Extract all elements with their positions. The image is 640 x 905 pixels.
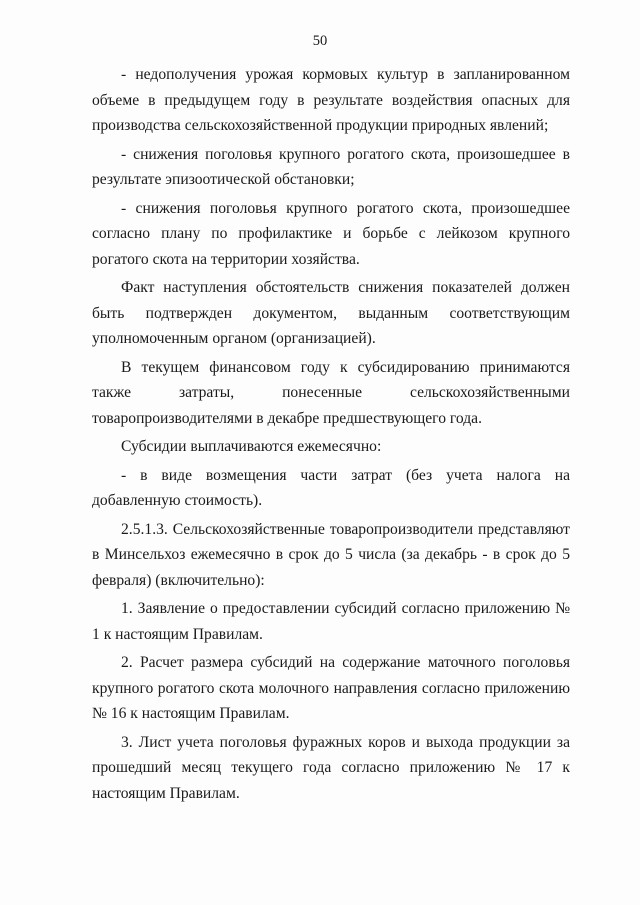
list-item-2-calculation: 2. Расчет размера субсидий на содержание маточного поголовья крупного рогатого скота молочного направления согласно приложению № 16 к настоящим Правилам. — [92, 654, 570, 723]
paragraph-section-2-5-1-3: 2.5.1.3. Сельскохозяйственные товаропроизводители представляют в Минсельхоз ежемесячно в срок до 5 числа (за декабрь - в срок до 5 февраля) (включительно): — [92, 520, 570, 589]
paragraph-monthly-payment: Субсидии выплачиваются ежемесячно: — [121, 438, 382, 456]
paragraph-fact-confirmation: Факт наступления обстоятельств снижения показателей должен быть подтвержден документом, выданным соответствующим уполномоченным органом (организацией). — [92, 279, 570, 348]
document-body — [92, 62, 570, 809]
paragraph-previous-december: В текущем финансовом году к субсидированию принимаются также затраты, понесенные сельскохозяйственными товаропроизводителями в декабре предшествующего года. — [92, 358, 570, 427]
list-item-3-accounting-sheet: 3. Лист учета поголовья фуражных коров и выхода продукции за прошедший месяц текущего года согласно приложению № 17 к настоящим Правилам. — [92, 733, 570, 802]
list-item-1-application: 1. Заявление о предоставлении субсидий согласно приложению № 1 к настоящим Правилам. — [92, 600, 570, 643]
paragraph-epizootic: - снижения поголовья крупного рогатого скота, произошедшее в результате эпизоотической обстановки; — [92, 145, 570, 189]
paragraph-cost-compensation: - в виде возмещения части затрат (без учета налога на добавленную стоимость). — [92, 466, 570, 510]
paragraph-crop-shortfall: - недополучения урожая кормовых культур в запланированном объеме в предыдущем году в результате воздействия опасных для производства сельскохозяйственной продукции природных явлений; — [92, 66, 570, 135]
page-number: 50 — [312, 33, 328, 49]
paragraph-leukosis: - снижения поголовья крупного рогатого скота, произошедшее согласно плану по профилактике и борьбе с лейкозом крупного рогатого скота на территории хозяйства. — [92, 199, 570, 268]
